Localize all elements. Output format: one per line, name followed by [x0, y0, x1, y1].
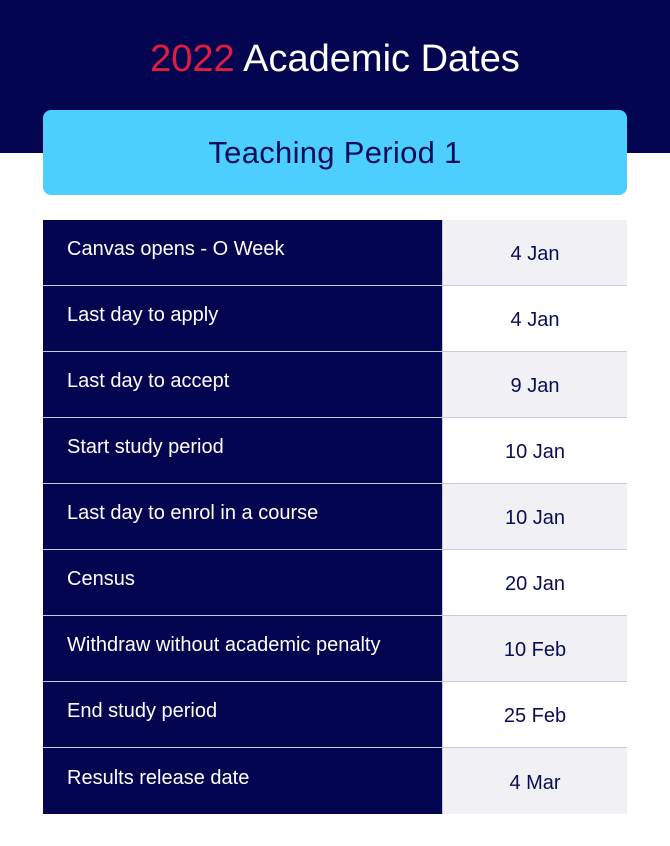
event-cell: Census: [43, 550, 443, 615]
table-row: [43, 682, 627, 748]
event-cell: Last day to apply: [43, 286, 443, 351]
event-cell: Canvas opens - O Week: [43, 220, 443, 285]
date-cell: 4 Mar: [443, 748, 627, 814]
date-cell: 25 Feb: [443, 682, 627, 747]
teaching-period-label: Teaching Period 1: [208, 134, 462, 170]
table-row: [43, 286, 627, 352]
event-cell: Withdraw without academic penalty: [43, 616, 443, 681]
date-cell: 10 Jan: [443, 484, 627, 549]
title-text: Academic Dates: [243, 38, 520, 80]
academic-dates-table: [43, 220, 627, 814]
table-row: [43, 550, 627, 616]
table-row: [43, 484, 627, 550]
date-cell: 10 Feb: [443, 616, 627, 681]
event-cell: Results release date: [43, 748, 443, 814]
event-cell: End study period: [43, 682, 443, 747]
event-cell: Last day to accept: [43, 352, 443, 417]
date-cell: 20 Jan: [443, 550, 627, 615]
table-row: [43, 616, 627, 682]
date-cell: 4 Jan: [443, 286, 627, 351]
title-year: 2022: [150, 38, 235, 80]
date-cell: 10 Jan: [443, 418, 627, 483]
page-title: [0, 36, 670, 82]
event-cell: Last day to enrol in a course: [43, 484, 443, 549]
event-cell: Start study period: [43, 418, 443, 483]
table-row: [43, 220, 627, 286]
date-cell: 4 Jan: [443, 220, 627, 285]
table-row: [43, 352, 627, 418]
date-cell: 9 Jan: [443, 352, 627, 417]
teaching-period-banner: [43, 110, 627, 195]
table-row: [43, 748, 627, 814]
table-row: [43, 418, 627, 484]
